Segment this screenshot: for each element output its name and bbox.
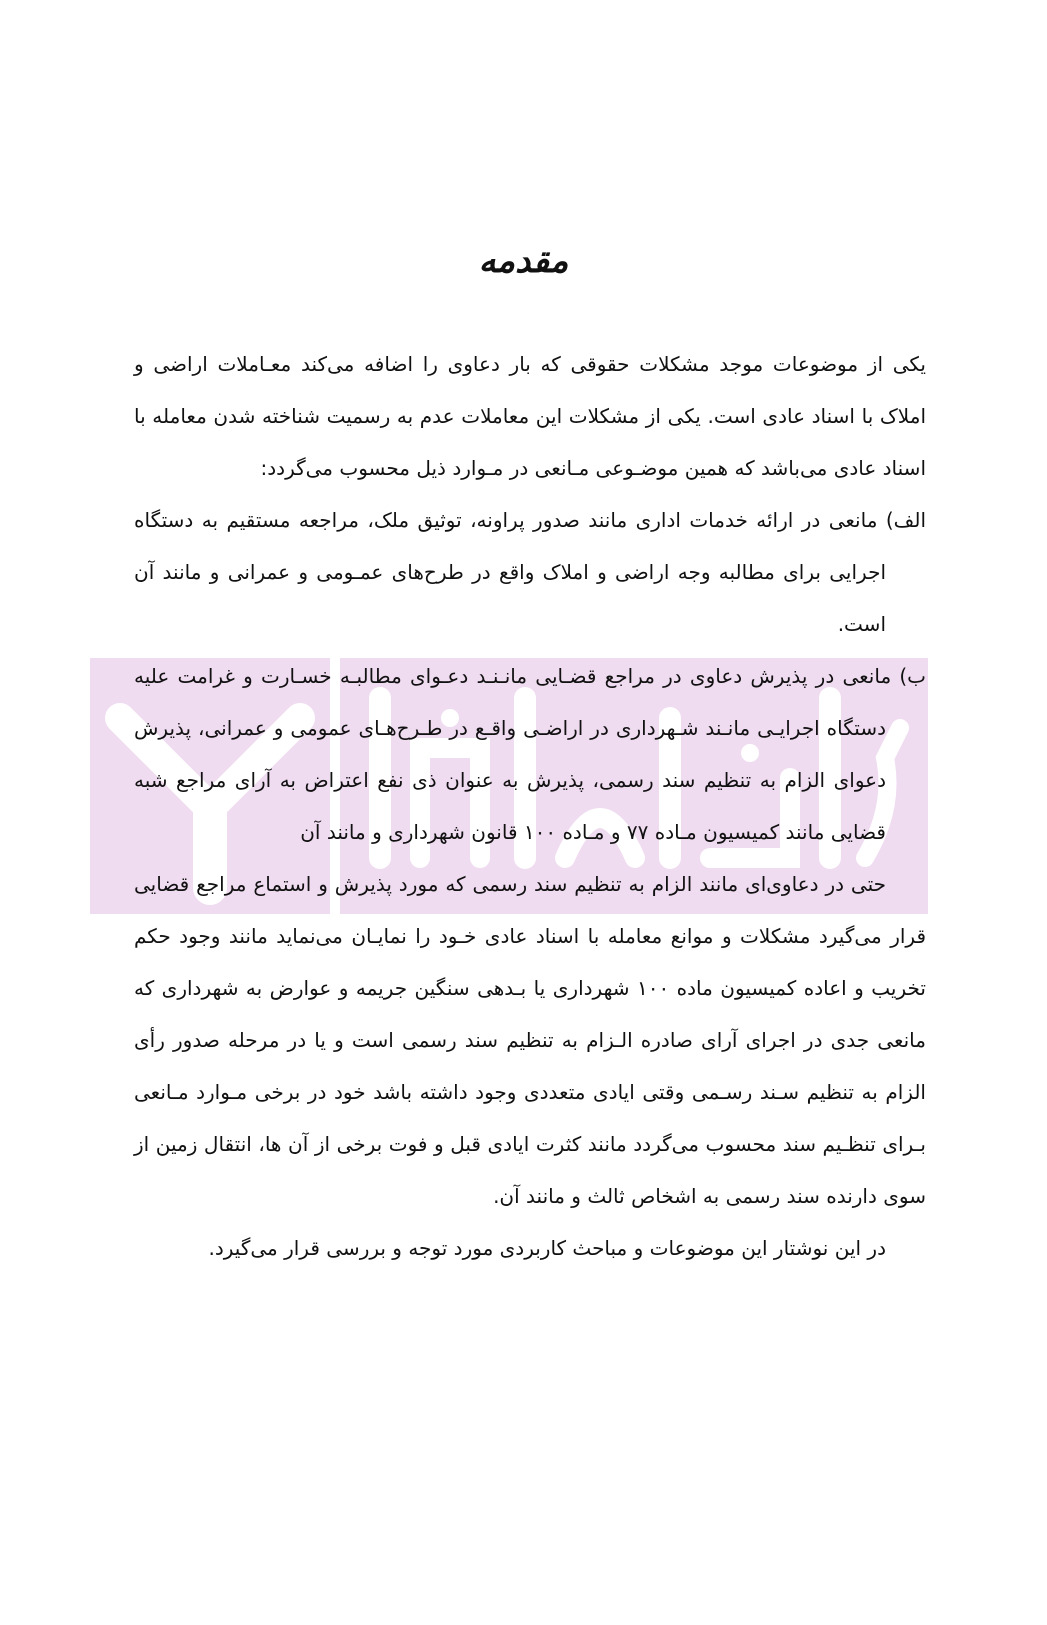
- page-title: مقدمه: [478, 241, 569, 281]
- body-text: [134, 338, 926, 1274]
- list-item-be: ب) مانعی در پذیرش دعاوی در مراجع قضـایی مانـنـد دعـوای مطالبـه خسـارت و غرامت علیه دستگاه اجرایـی مانـند شـهرداری در اراضـی واقـع در طـرح‌هـای عمومی و عمرانی، پذیرش دعوای الزام به تنظیم سند رسمی، پذیرش به عنوان ذی نفع اعتراض به آرای مراجع شبه قضایی مانند کمیسیون مـاده ۷۷ و مـاده ۱۰۰ قانون شهرداری و مانند آن: [134, 664, 926, 844]
- paragraph-closing: در این نوشتار این موضوعات و مباحث کاربردی مورد توجه و بررسی قرار می‌گیرد.: [208, 1236, 886, 1260]
- paragraph-problems: حتی در دعاوی‌ای مانند الزام به تنظیم سند رسمی که مورد پذیرش و استماع مراجع قضایی قرار می‌گیرد مشکلات و موانع معامله با اسناد عادی خـود را نمایـان می‌نماید مانند وجود حکم تخریب و اعاده کمیسیون ماده ۱۰۰ شهرداری یا بـدهی سنگین جریمه و عوارض به شهرداری که مانعی جدی در اجرای آرای صادره الـزام به تنظیم سند رسمی است و یا در مرحله صدور رأی الزام به تنظیم سـند رسـمی وقتی ایادی متعددی وجود داشته باشد خود در برخی مـوارد مـانعی بـرای تنظـیم سند محسوب می‌گردد مانند کثرت ایادی قبل و فوت برخی از آن ها، انتقال زمین از سوی دارنده سند رسمی به اشخاص ثالث و مانند آن.: [134, 872, 926, 1208]
- list-item-alef: الف) مانعی در ارائه خدمات اداری مانند صدور پراونه، توثیق ملک، مراجعه مستقیم به دستگاه اجرایی برای مطالبه وجه اراضی و املاک واقع در طرح‌های عمـومی و عمرانی و مانند آن است.: [134, 508, 926, 636]
- paragraph-intro: یکی از موضوعات موجد مشکلات حقوقی که بار دعاوی را اضافه می‌کند معـاملات اراضی و املاک با اسناد عادی است. یکی از مشکلات این معاملات عدم به رسمیت شناخته شدن معامله با اسناد عادی می‌باشد که همین موضـوعی مـانعی در مـوارد ذیل محسوب می‌گردد:: [134, 352, 926, 480]
